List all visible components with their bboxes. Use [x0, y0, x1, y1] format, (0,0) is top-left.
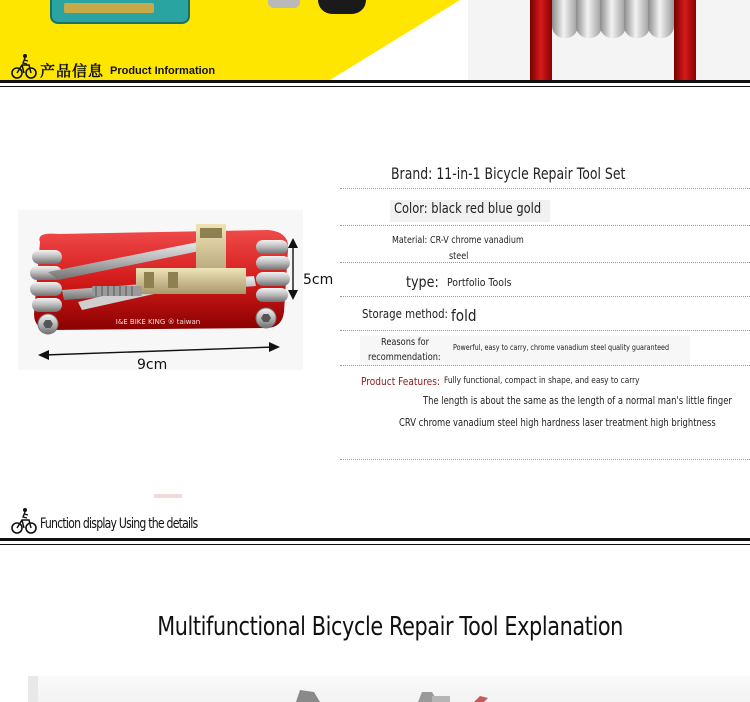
features-value: Fully functional, compact in shape, and easy to carry: [444, 376, 640, 386]
reasons-label-line2: recommendation:: [368, 352, 441, 363]
section-title: [0, 612, 750, 642]
storage-value: fold: [451, 306, 477, 325]
tool-explanation-photo: [28, 676, 750, 702]
storage-label: Storage method:: [362, 307, 448, 321]
width-label: 9cm: [137, 357, 168, 373]
spec-material-value: [430, 235, 547, 246]
toolbox-photo: [50, 0, 190, 24]
spec-reasons-label: [381, 337, 440, 348]
dotted-divider: [340, 225, 750, 226]
dotted-divider: [340, 365, 750, 366]
type-label: type:: [406, 273, 439, 291]
type-value: Portfolio Tools: [447, 276, 512, 289]
product-info-banner: [0, 0, 750, 80]
tool-part-photo: [268, 0, 300, 8]
height-arrow: [284, 238, 304, 300]
spec-features-value: [444, 376, 682, 386]
banner-title-english: Product Information: [110, 65, 216, 77]
spec-storage-label: [362, 307, 463, 321]
section-divider: [0, 80, 750, 83]
function-display-label: [40, 516, 242, 532]
material-label: Material:: [392, 235, 428, 246]
section-divider: [0, 86, 750, 87]
spec-storage-value: [451, 306, 481, 325]
dotted-divider: [340, 330, 750, 331]
feature-line2: The length is about the same as the length of a normal man's little finger: [423, 395, 732, 407]
spec-reasons-value: [453, 343, 723, 352]
tool-parts-drawing: [28, 676, 750, 702]
dotted-divider: [340, 188, 750, 189]
spec-color: [394, 201, 573, 217]
spec-features-label: [361, 375, 457, 388]
dotted-divider: [340, 296, 750, 297]
section-title-text: Multifunctional Bicycle Repair Tool Explanation: [157, 612, 623, 642]
reasons-label-line1: Reasons for: [381, 337, 430, 348]
bicycle-rider-icon: [10, 52, 38, 80]
color-text: Color: black red blue gold: [394, 201, 542, 217]
section-divider: [0, 538, 750, 541]
material-value-line2: steel: [449, 251, 469, 262]
spec-reasons-label-2: [368, 352, 457, 363]
bicycle-rider-icon: [10, 505, 38, 535]
tool-engraving: I&E BIKE KING ® taiwan: [115, 318, 201, 326]
tool-closeup-photo: [468, 0, 750, 80]
spec-feature-line2: [423, 395, 750, 407]
spec-brand: [391, 164, 692, 183]
dotted-divider: [340, 459, 750, 460]
tool-part-photo: [318, 0, 366, 14]
spec-material-value-2: [449, 251, 473, 262]
reasons-value: Powerful, easy to carry, chrome vanadium steel quality guaranteed: [453, 343, 670, 352]
brand-text: Brand: 11-in-1 Bicycle Repair Tool Set: [391, 164, 626, 183]
function-display-text: Function display Using the details: [40, 516, 198, 532]
features-label: Product Features:: [361, 375, 440, 388]
spec-type-label: [406, 273, 445, 291]
spec-type-value: [447, 276, 523, 289]
section-divider: [0, 544, 750, 545]
spec-feature-line3: [399, 417, 750, 429]
dotted-divider: [340, 262, 750, 263]
material-value-line1: CR-V chrome vanadium: [430, 235, 524, 246]
height-label: 5cm: [303, 272, 334, 288]
banner-title-chinese: 产品信息: [40, 63, 105, 80]
feature-line3: CRV chrome vanadium steel high hardness laser treatment high brightness: [399, 417, 716, 429]
